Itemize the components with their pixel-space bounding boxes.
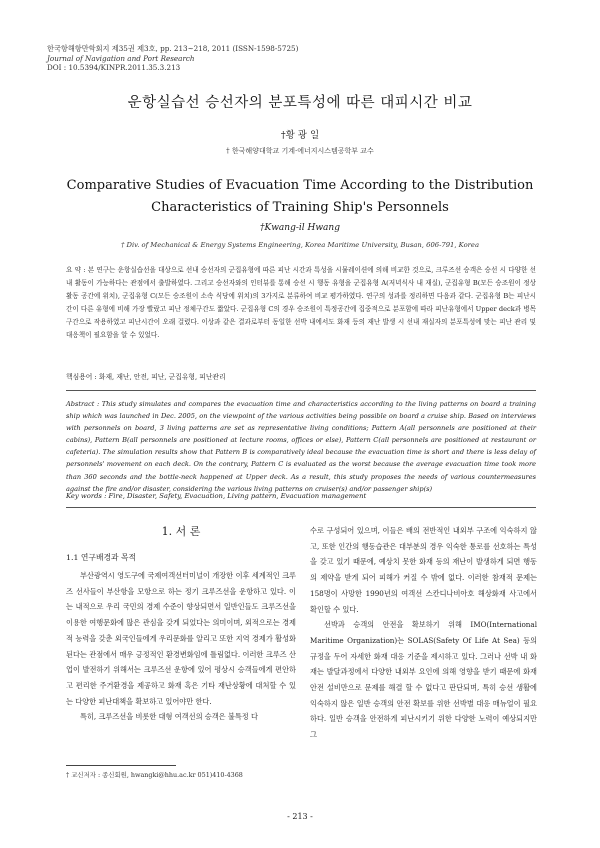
abstract-korean [66, 264, 536, 341]
abstract-korean-text: 본 연구는 운항실습선을 대상으로 선내 승선자의 군집유형에 따른 피난 시간과 특성을 시뮬레이션에 의해 비교한 것으로, 크루즈선 승객은 승선 시 다양한 선내 활동이 가능하다는 관점에서 출발하였다. 그리고 승선자와의 인터뷰를 통해 승선 시 행동 유형을 군집유형 A(저녁식사 내 재실), 군집유형 B(모든 승조원이 정상활동 공간에 위치), 군집유형 C(모든 승조원이 소속 식당에 위치)의 3가지로 분류하여 비교 평가하였다. 연구의 성과를 정리하면 다음과 같다. 군집유형 B는 피난시간이 다른 유형에 비해 가장 빨랐고 피난 정체구간도 짧았다. 군집유형 C의 경우 승조원이 특정공간에 집중적으로 분포함에 따라 피난유형에서 Upper deck과 병목 구간으로 작용하였고 피난시간이 오래 걸렸다. 이상과 같은 결과로부터 동일한 선박 내에서도 화재 등의 재난 발생 시 선내 재실자의 분포특성에 맞는 피난 관리 및 대응책이 필요함을 알 수 있었다. [66, 266, 537, 339]
journal-header [47, 44, 298, 73]
author-english: †Kwang-il Hwang [260, 223, 340, 233]
section-heading-introduction: 1. 서 론 [161, 525, 201, 538]
page-number: - 213 - [287, 812, 313, 821]
paragraph: 특히, 크루즈선을 비롯한 대형 여객선의 승객은 불특정 다 [80, 712, 258, 722]
affiliation-korean: † 한국해양대학교 기계·에너지시스템공학부 교수 [226, 147, 374, 155]
divider-top [66, 390, 536, 391]
body-column-right [310, 523, 537, 743]
footnote-divider [66, 765, 176, 766]
journal-name: Journal of Navigation and Port Research [47, 53, 195, 63]
paragraph: 수로 구성되어 있으며, 이들은 배의 전반적인 내외부 구조에 익숙하지 않고, 또한 인간의 행동습관은 대부분의 경우 익숙한 통로를 선호하는 특성을 갖고 있기 때문에, 예상치 못한 화재 등의 재난이 발생하게 되면 행동의 제약을 받게 되어 피해가 커질 수 밖에 없다. 이러한 참재적 문제는 158명이 사망한 1990년의 여객선 스칸디나비아호 해상화재 사고에서 확인할 수 있다. [310, 526, 537, 614]
affiliation-english: † Div. of Mechanical & Energy Systems Engineering, Korea Maritime University, Busan, 606-791, Korea [121, 241, 479, 249]
paragraph: 부산광역시 영도구에 국제여객선터미널이 개장한 이후 세계적인 크루즈 선사들이 부산항을 모항으로 하는 정기 크루즈선을 운항하고 있다. 이는 내적으로 우리 국민의 경제 수준이 향상되면서 일반인들도 크루즈선을 이용한 여행문화에 많은 관심을 갖게 되었다는 의미이며, 외적으로는 경제적 능력을 갖춘 외국인들에게 우리문화를 알리고 또한 지역 경제가 활성화된다는 관점에서 매우 긍정적인 환경변화임에 틀림없다. 이러한 크루즈 산업이 발전하기 위해서는 크루즈선 운항에 있어 평상시 승객들에게 편안하고 편리한 주거환경을 제공하고 화재 혹은 기타 재난상황에 대처할 수 있는 다양한 피난대책을 확보하고 있어야만 한다. [66, 571, 296, 706]
title-english-line1: Comparative Studies of Evacuation Time According to the Distribution [66, 178, 534, 193]
doi: DOI : 10.5394/KINPR.2011.35.3.213 [47, 63, 181, 73]
journal-citation: 한국항해항만학회지 제35권 제3호, pp. 213~218, 2011 (ISSN-1598-5725) [47, 44, 299, 53]
abstract-korean-label: 요 약 : [66, 266, 88, 274]
abstract-english: Abstract : This study simulates and compares the evacuation time and characteristics according to the living patterns on board a training ship which was launched in Dec. 2005, on the viewpoint of the various activities being possible on board a cruise ship. Based on interviews with personnels on board, 3 living patterns are set as representative living conditions; Pattern A(all personnels are positioned at their cabins), Pattern B(all personnels are positioned at lecture rooms, offices or else), Pattern C(all personnels are positioned at restaurant or cafeteria). The simulation results show that Pattern B is comparatively ideal because the evacuation time is short and there is less delay of personnels' movement on each deck. On the contrary, Pattern C is evaluated as the worst because the average evacuation time took more than 360 seconds and the bottle-neck happened at Upper deck. As a result, this study proposes the needs of various countermeasures against the fire and/or disaster, considering the various living patterns on cruiser(s) and/or passenger ship(s) [66, 400, 536, 493]
divider-bottom [66, 507, 536, 508]
author-korean: †황 광 일 [280, 130, 320, 141]
keywords-english: Key words : Fire, Disaster, Safety, Evacuation, Living pattern, Evacuation management [66, 492, 367, 500]
subsection-heading: 1.1 연구배경과 목적 [66, 553, 137, 562]
title-english [0, 175, 600, 219]
paragraph: 선박과 승객의 안전을 확보하기 위해 IMO(International Maritime Organization)는 SOLAS(Safety Of Life At Sea) 등의 규정을 두어 자세한 화재 대응 기준을 제시하고 있다. 그러나 선박 내 화재는 발달과정에서 다양한 내외부 요인에 의해 영향을 받기 때문에 화재안전 설비만으로 문제를 해결 할 수 없다고 판단되며, 특히 승선 생활에 익숙하지 않은 일반 승객의 안전 확보를 위한 선박별 대응 매뉴얼이 필요하다. 일반 승객을 안전하게 피난시키기 위한 다양한 노력이 예상되지만 그 [310, 620, 537, 740]
keywords-korean: 핵심용어 : 화재, 재난, 안전, 피난, 군집유형, 피난관리 [66, 373, 226, 381]
footnote: † 교신저자 : 종신회원, hwangki@hhu.ac.kr 051)410-4368 [66, 771, 243, 779]
body-column-left [66, 568, 296, 725]
title-korean: 운항실습선 승선자의 분포특성에 따른 대피시간 비교 [127, 95, 473, 111]
title-english-line2: Characteristics of Training Ship's Personnels [151, 200, 449, 215]
